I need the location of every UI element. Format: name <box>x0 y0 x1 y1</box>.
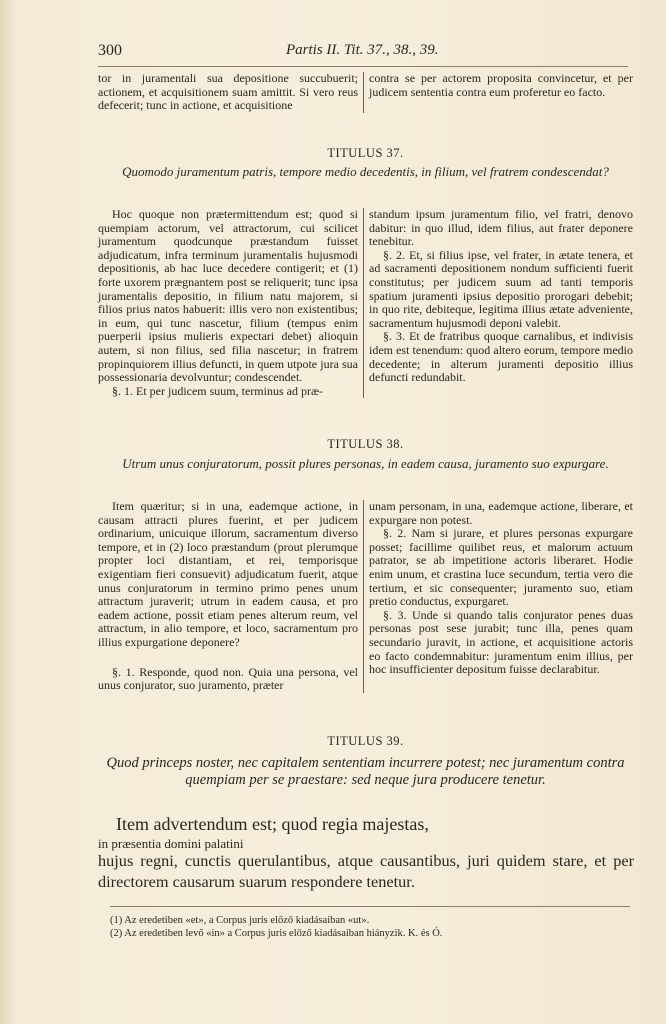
page-header <box>98 42 578 64</box>
right-column <box>363 72 633 113</box>
title-39-body: hujus regni, cunctis querulantibus, atque causantibus, juri quidem stare, et per directorem causarum suarum respondere tenetur. <box>98 851 634 891</box>
title-39-rubric: Quod princeps noster, nec capitalem sententiam incurrere potest; nec juramentum contra quempiam per se praestare: sed neque jura producere tenetur. <box>106 755 625 788</box>
right-column <box>363 208 633 398</box>
opening-text-columns <box>98 72 633 113</box>
paragraph: §. 1. Et per judicem suum, terminus ad præ- <box>112 383 323 398</box>
paragraph: §. 3. Unde si quando talis conjurator penes duas personas post sese jurabit; tunc illa, penes quam secundario juravit, in actione, et acquisitione actoris eo facto condemnabitur: juramentum enim illius, per hoc insufficienter depositum fuisse declarabitur. <box>369 607 633 677</box>
title-39-sub-line: in præsentia domini palatini <box>98 836 244 851</box>
running-head: Partis II. Tit. 37., 38., 39. <box>286 42 439 58</box>
title-38-heading: TITULUS 38. <box>327 437 404 451</box>
footnote-1: (1) Az eredetiben «et», a Corpus juris előző kiadásaiban «ut». <box>110 915 370 926</box>
paragraph: unam personam, in una, eademque actione, liberare, et expurgare non potest. <box>369 499 633 527</box>
footnotes <box>110 914 442 940</box>
paragraph: tor in juramentali sua depositione succubuerit; actionem, et acquisitionem suam amittit. Si vero reus defecerit; tunc in actione, et acquisitione <box>98 71 358 113</box>
left-column <box>98 208 358 398</box>
title-38-rubric: Utrum unus conjuratorum, possit plures personas, in eadem causa, juramento suo expurgare. <box>122 456 609 471</box>
title-37-heading: TITULUS 37. <box>327 146 404 160</box>
page-number: 300 <box>98 42 122 59</box>
paragraph: standum ipsum juramentum filio, vel fratri, denovo dabitur: in quo illud, idem filius, aut frater deponere tenebitur. <box>369 207 633 249</box>
right-column <box>363 500 633 693</box>
paragraph: contra se per actorem proposita convincetur, et per judicem sententia contra eum proferetur eo facto. <box>369 71 633 99</box>
left-column <box>98 500 358 693</box>
title-39-lead-line: Item advertendum est; quod regia majestas, <box>116 814 429 834</box>
title-38-columns <box>98 500 633 693</box>
paragraph: §. 1. Responde, quod non. Quia una persona, vel unus conjurator, suo juramento, præter <box>98 664 358 693</box>
footnote-rule <box>110 906 630 907</box>
paragraph: §. 3. Et de fratribus quoque carnalibus, et indivisis idem est tenendum: quod altero eorum, tempore medio decedente; in alterum juramenti depositio illius defuncti redundabit. <box>369 329 633 385</box>
header-rule <box>98 66 628 67</box>
paragraph: §. 2. Nam si jurare, et plures personas expurgare posset; facillime quilibet reus, et malorum actuum patrator, se ab impetitione actoris liberaret. Hodie enim unum, et crastina luce secundum, tertia vero die tertium, et sic consequenter; juramento suo, etiam pretio conductus, expurgaret. <box>369 526 633 609</box>
title-37-columns <box>98 208 633 398</box>
title-37-rubric: Quomodo juramentum patris, tempore medio decedentis, in filium, vel fratrem condescendat? <box>122 164 609 179</box>
paragraph: §. 2. Et, si filius ipse, vel frater, in ætate tenera, et ad sacramenti depositionem nondum sufficienti fuerit constitutus; per judicem suum ad tanti temporis spatium juramenti ipsius depositio prorogari debebit; in quo rite, debiteque, legitima illius ætate adveniente, sacramentum hujusmodi deponi valebit. <box>369 247 633 330</box>
footnote-2: (2) Az eredetiben levő «in» a Corpus juris előző kiadásaiban hiányzik. K. és Ó. <box>110 928 443 939</box>
paragraph: Item quæritur; si in una, eademque actione, in causam attracti plures fuerint, et per judicem ordinarium, unicuique illorum, sacramentum diverso tempore, et in (2) loco præstandum (prout plerumque propter loci distantiam, et rei, temporisque exigentiam fieri consuevit) adjudicatum fuerit, atque unus conjuratorum in termino primo penes unum attractum juraverit; utrum in eadem causa, et pro eadem actione, possit etiam penes alterum reum, vel attractum, in alio tempore, et loco, sacramentum pro illius expurgatione deponere? <box>98 499 358 649</box>
left-column <box>98 72 358 113</box>
title-39-heading: TITULUS 39. <box>327 734 404 748</box>
paragraph: Hoc quoque non prætermittendum est; quod si quempiam actorum, vel attractorum, cui scilicet juramentum quodcunque præstandum fuisset adjudicatum, infra terminum juramentalis hujusmodi depositionis, ab hac luce decedere contigerit; et (1) forte uxorem prægnantem post se reliquerit; tunc ipsa juramentalis depositio, in filium natu majorem, si filios prius natos habuerit: illis vero non existentibus; in eum, qui tunc nascetur, filium (tempus enim puerperii ipsius mulieris expectari debet) alioquin autem, si non filius, sed filia nascetur; in fratrem propinquiorem illius defuncti, in quem utpote jura sua possessionaria devolvuntur; condescendet. <box>98 207 358 385</box>
